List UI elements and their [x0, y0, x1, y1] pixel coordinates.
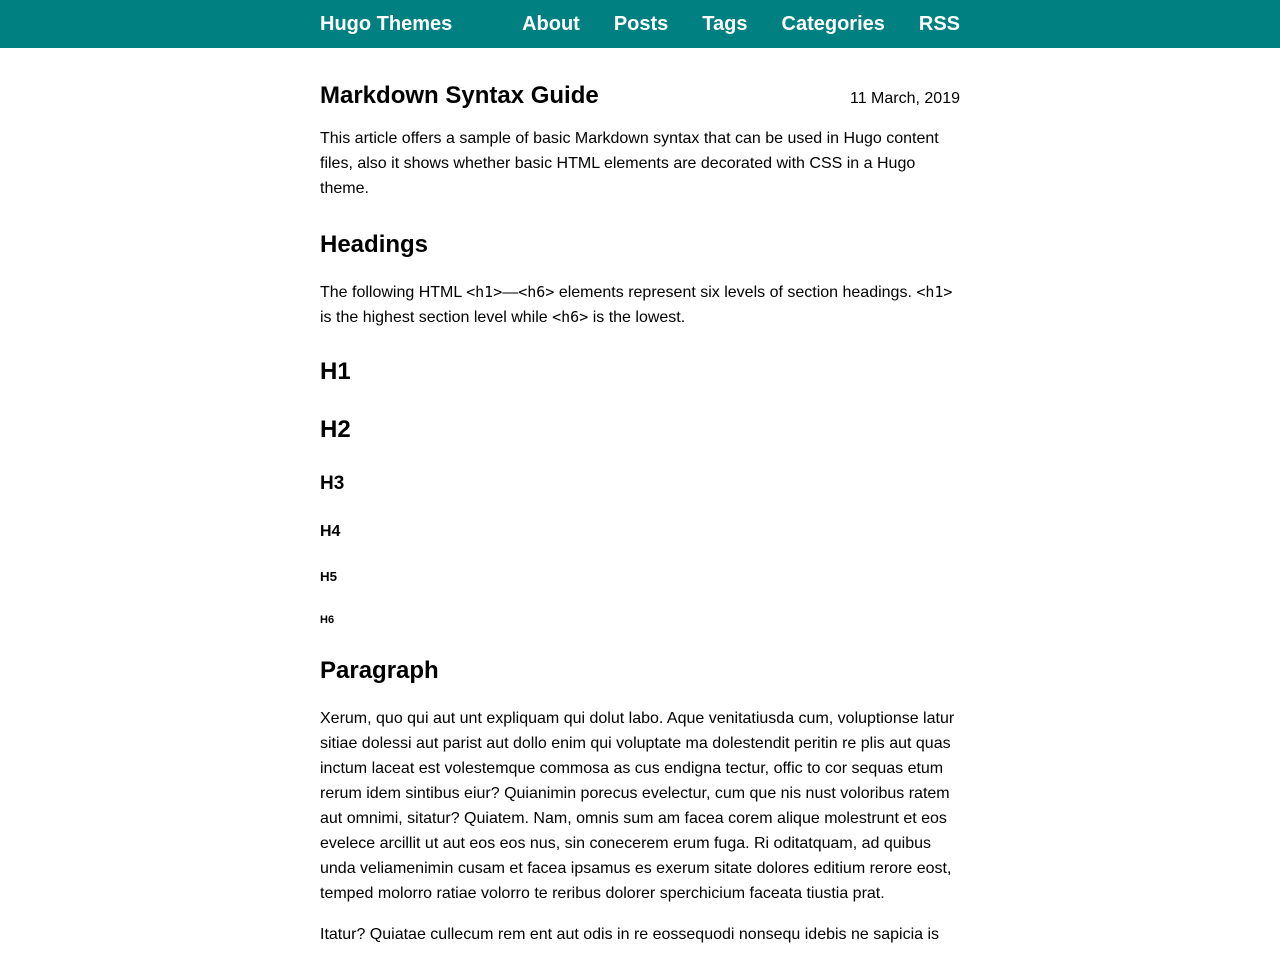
site-header — [0, 0, 1280, 48]
headings-description — [320, 280, 960, 330]
desc-text-1: The following HTML — [320, 284, 467, 302]
desc-text-2: elements represent six levels of section headings. — [554, 284, 917, 302]
desc-text-4: is the lowest. — [588, 309, 686, 327]
sample-heading-h2: H2 — [320, 415, 351, 443]
header-container — [320, 0, 960, 48]
nav-item-rss[interactable]: RSS — [918, 12, 960, 35]
post-header — [320, 82, 960, 110]
inline-code-h1-open: <h1> — [466, 283, 503, 302]
sample-heading-h3: H3 — [320, 473, 345, 495]
desc-text-3: is the highest section level while — [320, 309, 553, 327]
section-heading-paragraph: Paragraph — [320, 656, 439, 684]
nav-item-categories[interactable]: Categories — [781, 12, 885, 35]
inline-code-h6-second: <h6> — [552, 308, 589, 327]
desc-dash: — — [502, 284, 519, 302]
nav-item-posts[interactable]: Posts — [613, 12, 669, 35]
body-paragraph-2: Itatur? Quiatae cullecum rem ent aut odis in re eossequodi nonsequ idebis ne sapicia is — [320, 926, 940, 944]
nav-item-about[interactable]: About — [522, 12, 580, 35]
sample-heading-h5: H5 — [320, 568, 337, 584]
article-main — [320, 82, 960, 947]
site-brand-link[interactable]: Hugo Themes — [320, 12, 453, 35]
sample-heading-h4: H4 — [320, 523, 341, 541]
inline-code-h6-open: <h6> — [518, 283, 555, 302]
body-paragraph-1: Xerum, quo qui aut unt expliquam qui dolut labo. Aque venitatiusda cum, voluptionse latur sitiae dolessi aut parist aut dollo enim qui voluptate ma dolestendit peritin re plis aut quas inctum laceat est volestemque commosa as cus endigna tectur, offic to cor sequas etum rerum idem sintibus eiur? Quianimin porecus evelectur, cum que nis nust voloribus ratem aut omnimi, sitatur? Quiatem. Nam, omnis sum am facea corem alique molestrunt et eos evelece arcillit ut aut eos eos nus, sin conecerem erum fuga. Ri oditatquam, ad quibus unda veliamenimin cusam et facea ipsamus es exerum sitate dolores editium rerore eost, temped molorro ratiae volorro te reribus dolorer sperchicium faceata tiustia prat. — [320, 710, 955, 903]
sample-heading-h6: H6 — [320, 613, 335, 626]
post-date: 11 March, 2019 — [850, 90, 960, 107]
sample-heading-h1: H1 — [320, 358, 351, 386]
main-nav — [522, 13, 960, 36]
section-heading-headings: Headings — [320, 230, 429, 258]
post-title: Markdown Syntax Guide — [320, 82, 599, 109]
nav-item-tags[interactable]: Tags — [702, 12, 748, 35]
inline-code-h1-second: <h1> — [916, 283, 953, 302]
intro-paragraph: This article offers a sample of basic Markdown syntax that can be used in Hugo content files, also it shows whether basic HTML elements are decorated with CSS in a Hugo theme. — [320, 129, 939, 197]
